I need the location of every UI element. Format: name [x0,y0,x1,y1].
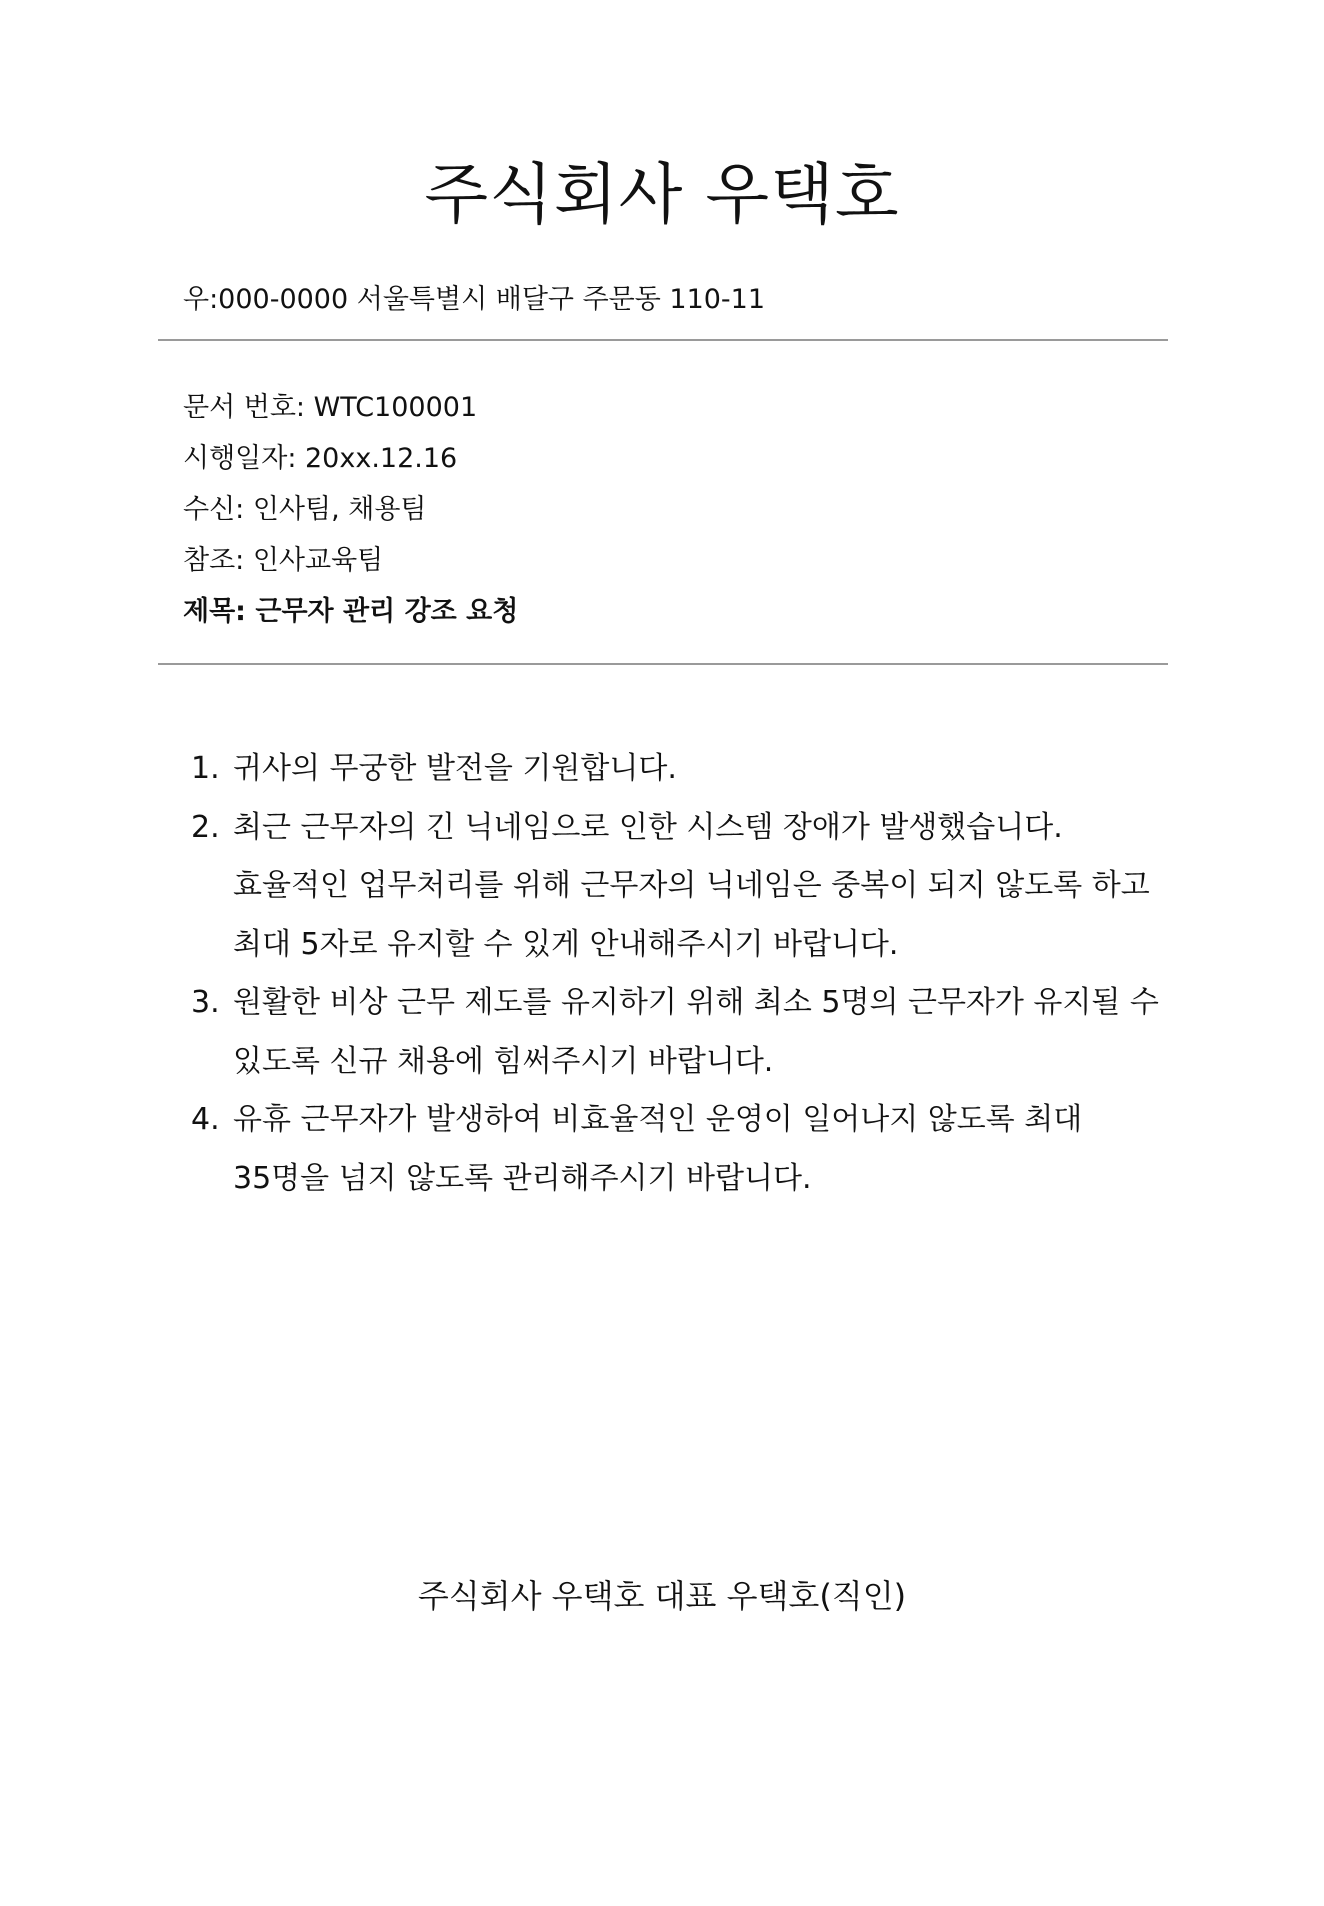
body-item-3 [183,974,1173,1091]
item-number: 2. [191,809,220,845]
item-number: 4. [191,1102,220,1137]
signature-line: 주식회사 우택호 대표 우택호(직인) [417,1577,907,1615]
item-line: 귀사의 무궁한 발전을 기원합니다. [233,751,677,786]
item-line: 유휴 근무자가 발생하여 비효율적인 운영이 일어나지 않도록 최대 [233,1102,1083,1137]
document-number: 문서 번호: WTC100001 [183,392,478,423]
company-title: 주식회사 우택호 [424,156,900,233]
body-item-1 [183,740,1173,799]
body-item-4 [183,1091,1173,1208]
item-line: 효율적인 업무처리를 위해 근무자의 닉네임은 중복이 되지 않도록 하고 [233,868,1150,903]
body-items [183,740,1173,1208]
document-subject: 제목: 근무자 관리 강조 요청 [183,596,519,627]
header-divider [158,339,1168,341]
item-line: 원활한 비상 근무 제도를 유지하기 위해 최소 5명의 근무자가 유지될 수 [233,985,1159,1020]
body-item-2 [183,799,1173,975]
body-divider [158,663,1168,665]
recipient: 수신: 인사팀, 채용팀 [183,494,427,525]
item-number: 3. [191,985,220,1020]
item-line: 있도록 신규 채용에 힘써주시기 바랍니다. [233,1043,774,1079]
item-number: 1. [191,751,220,786]
item-line: 35명을 넘지 않도록 관리해주시기 바랍니다. [233,1160,812,1196]
item-line: 최대 5자로 유지할 수 있게 안내해주시기 바랍니다. [233,926,899,962]
company-address: 우:000-0000 서울특별시 배달구 주문동 110-11 [183,284,766,315]
reference: 참조: 인사교육팀 [183,545,384,576]
effective-date: 시행일자: 20xx.12.16 [183,443,458,474]
document-meta [183,382,518,637]
item-line: 최근 근무자의 긴 닉네임으로 인한 시스템 장애가 발생했습니다. [233,809,1063,845]
